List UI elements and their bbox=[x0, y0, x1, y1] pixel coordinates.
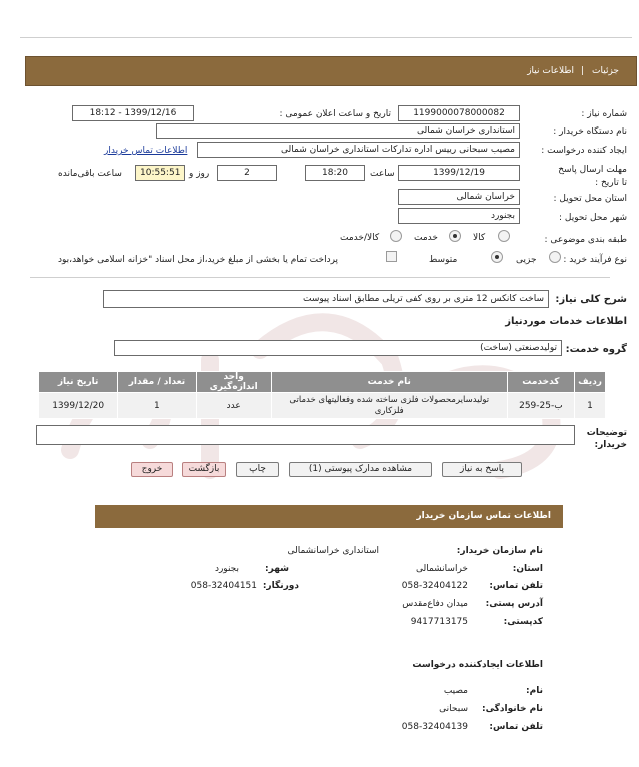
city-label: شهر محل تحویل : bbox=[558, 213, 627, 223]
summary-label: شرح کلی نیاز: bbox=[555, 294, 627, 305]
tab-separator: | bbox=[580, 66, 584, 76]
col-row: ردیف bbox=[575, 372, 606, 393]
fax-label: دورنگار: bbox=[262, 581, 299, 591]
announce-field: 18:12 - 1399/12/16 bbox=[72, 105, 194, 121]
col-qty: تعداد / مقدار bbox=[118, 372, 196, 393]
summary-field: ساخت کانکس 12 متری بر روی کفی تریلی مطابق اسناد پیوست bbox=[103, 290, 549, 308]
phone-label: تلفن تماس: bbox=[489, 581, 543, 591]
buyer-notes-field bbox=[36, 425, 575, 445]
category-option-goods-service: کالا/خدمت bbox=[340, 233, 380, 243]
treasury-payment-checkbox[interactable] bbox=[386, 251, 397, 262]
address-value: میدان دفاع‌مقدس bbox=[402, 599, 468, 609]
category-radio-goods-service[interactable] bbox=[390, 230, 402, 242]
phone-value: 058-32404122 bbox=[401, 581, 468, 591]
contact-city-label: شهر: bbox=[265, 564, 289, 574]
days-label: روز و bbox=[189, 169, 210, 179]
buyer-notes-label: توضیحات خریدار: bbox=[586, 428, 627, 450]
requester-label: ایجاد کننده درخواست : bbox=[541, 146, 627, 156]
print-button[interactable]: چاپ bbox=[236, 462, 279, 477]
tab-details[interactable]: جزئیات bbox=[592, 66, 619, 76]
creator-phone-value: 058-32404139 bbox=[401, 722, 468, 732]
back-button[interactable]: بازگشت bbox=[182, 462, 226, 477]
cell-date: 1399/12/20 bbox=[39, 393, 118, 419]
deadline-time-label: ساعت bbox=[370, 169, 395, 179]
postal-label: کدپستی: bbox=[503, 617, 543, 627]
service-group-field: تولیدصنعتی (ساخت) bbox=[114, 340, 562, 356]
process-option-medium: متوسط bbox=[429, 255, 458, 265]
service-group-label: گروه خدمت: bbox=[565, 344, 627, 355]
fax-value: 058-32404151 bbox=[190, 581, 257, 591]
deadline-date-field: 1399/12/19 bbox=[398, 165, 520, 181]
process-option-minor: جزیی bbox=[516, 255, 537, 265]
days-field: 2 bbox=[217, 165, 277, 181]
process-radio-minor[interactable] bbox=[549, 251, 561, 263]
col-date: تاریخ نیاز bbox=[39, 372, 118, 393]
need-number-label: شماره نیاز : bbox=[581, 109, 627, 119]
buyer-contact-link[interactable]: اطلاعات تماس خریدار bbox=[104, 146, 188, 156]
province-label: استان محل تحویل : bbox=[553, 194, 627, 204]
creator-phone-label: تلفن تماس: bbox=[489, 722, 543, 732]
top-rule bbox=[20, 37, 632, 38]
table-header-row bbox=[39, 372, 606, 393]
province-field: خراسان شمالی bbox=[398, 189, 520, 205]
category-radio-goods[interactable] bbox=[498, 230, 510, 242]
creator-name-label: نام: bbox=[526, 686, 543, 696]
city-field: بجنورد bbox=[398, 208, 520, 224]
buyer-org-label: نام دستگاه خریدار : bbox=[553, 127, 627, 137]
org-label: نام سازمان خریدار: bbox=[456, 546, 543, 556]
creator-family-value: سبحانی bbox=[439, 704, 468, 714]
remaining-time-field: 10:55:51 bbox=[135, 165, 185, 181]
category-radio-service[interactable] bbox=[449, 230, 461, 242]
attachments-button[interactable]: مشاهده مدارک پیوستی (1) bbox=[289, 462, 432, 477]
services-table bbox=[38, 371, 606, 419]
contact-province-value: خراسانشمالی bbox=[415, 564, 468, 574]
cell-code: ب-25-259 bbox=[507, 393, 574, 419]
col-code: کدخدمت bbox=[507, 372, 574, 393]
tab-need-info[interactable]: اطلاعات نیاز bbox=[527, 66, 574, 76]
col-unit: واحد اندازه‌گیری bbox=[196, 372, 271, 393]
process-radio-medium[interactable] bbox=[491, 251, 503, 263]
category-label: طبقه بندی موضوعی : bbox=[544, 235, 627, 245]
cell-unit: عدد bbox=[196, 393, 271, 419]
address-label: آدرس پستی: bbox=[485, 599, 543, 609]
contact-title: اطلاعات تماس سازمان خریدار bbox=[416, 511, 551, 521]
creator-family-label: نام خانوادگی: bbox=[481, 704, 543, 714]
reply-button[interactable]: پاسخ به نیاز bbox=[442, 462, 522, 477]
table-row bbox=[39, 393, 606, 419]
contact-header bbox=[95, 505, 563, 528]
need-number-field: 1199000078000082 bbox=[398, 105, 520, 121]
org-value: استانداری خراسانشمالی bbox=[287, 546, 379, 556]
category-option-service: خدمت bbox=[414, 233, 438, 243]
requester-field: مصیب سبحانی رییس اداره تدارکات استانداری خراسان شمالی bbox=[197, 142, 520, 158]
header-bar bbox=[25, 56, 637, 86]
deadline-label: مهلت ارسال پاسخ تا تاریخ : bbox=[558, 165, 627, 188]
contact-province-label: استان: bbox=[512, 564, 543, 574]
divider-1 bbox=[30, 277, 610, 278]
cell-row: 1 bbox=[575, 393, 606, 419]
postal-value: 9417713175 bbox=[410, 617, 468, 627]
treasury-payment-note: پرداخت تمام یا بخشی از مبلغ خرید،از محل اسناد "خزانه اسلامی خواهد،بود bbox=[58, 255, 339, 265]
cell-name: تولیدسایرمحصولات فلزی ساخته شده وفعالیتهای خدماتی فلزکاری bbox=[271, 393, 507, 419]
contact-city-value: بجنورد bbox=[214, 564, 239, 574]
cell-qty: 1 bbox=[118, 393, 196, 419]
category-option-goods: کالا bbox=[473, 233, 486, 243]
announce-label: تاریخ و ساعت اعلان عمومی : bbox=[279, 109, 391, 119]
exit-button[interactable]: خروج bbox=[131, 462, 173, 477]
services-section-title: اطلاعات خدمات موردنیاز bbox=[505, 316, 627, 327]
col-name: نام خدمت bbox=[271, 372, 507, 393]
remaining-label: ساعت باقی‌مانده bbox=[58, 169, 122, 179]
deadline-time-field: 18:20 bbox=[305, 165, 365, 181]
creator-name-value: مصیب bbox=[443, 686, 468, 696]
buyer-org-field: استانداری خراسان شمالی bbox=[156, 123, 520, 139]
process-label: نوع فرآیند خرید : bbox=[563, 255, 627, 265]
creator-title: اطلاعات ایجادکننده درخواست bbox=[412, 660, 543, 670]
